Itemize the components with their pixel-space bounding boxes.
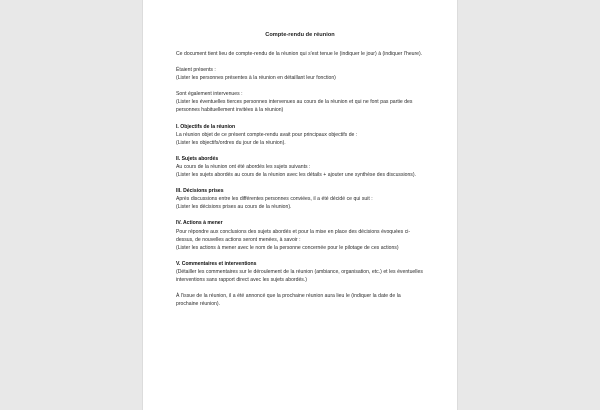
page-content-area (176, 0, 424, 410)
intro-block (176, 50, 424, 115)
intro-label-attendees: Étaient présents : (176, 67, 216, 74)
page-title: Compte-rendu de réunion (265, 32, 335, 38)
document-page (143, 0, 457, 410)
section-paragraph: La réunion objet de ce présent compte-rendu avait pour principaux objectifs de : (176, 131, 358, 138)
section-paragraph: (Lister les décisions prises au cours de la réunion). (176, 204, 292, 211)
section-sujets-abordes (176, 155, 424, 179)
section-paragraph: (Lister les sujets abordés au cours de la réunion avec les détails + ajouter une synthèse des discussions). (176, 172, 416, 179)
section-heading: III. Décisions prises (176, 188, 224, 195)
section-heading: IV. Actions à mener (176, 220, 223, 227)
section-paragraph: (Détailler les commentaires sur le déroulement de la réunion (ambiance, organisation, etc.) et les éventuelles interventions sans rapport direct avec les sujets abordés.) (176, 268, 423, 283)
section-heading: II. Sujets abordés (176, 155, 219, 162)
section-objectifs (176, 123, 424, 147)
closing-paragraph: À l'issue de la réunion, il a été annoncé que la prochaine réunion aura lieu le (indiquer la date de la prochaine réunion). (176, 293, 401, 308)
section-actions-a-mener (176, 219, 424, 251)
section-paragraph: Après discussions entre les différentes personnes conviées, il a été décidé ce qui suit : (176, 196, 373, 203)
closing-block (176, 292, 424, 308)
section-paragraph: Au cours de la réunion ont été abordés les sujets suivants : (176, 163, 311, 170)
section-commentaires-interventions (176, 260, 424, 284)
intro-instruction-attendees: (Lister les personnes présentes à la réunion en détaillant leur fonction) (176, 75, 336, 82)
section-paragraph: Pour répondre aux conclusions des sujets abordés et pour la mise en place des décisions évoquées ci-dessus, de nouvelles actions seront menées, à savoir : (176, 228, 411, 243)
section-heading: I. Objectifs de la réunion (176, 123, 236, 130)
section-paragraph: (Lister les actions à mener avec le nom de la personne concernée pour le pilotage de ces actions) (176, 244, 399, 251)
intro-instruction-contributors: (Lister les éventuelles tierces personnes intervenues au cours de la réunion et qui ne font pas partie des personnes habituellement invitées à la réunion) (176, 99, 413, 114)
intro-paragraph-opening: Ce document tient lieu de compte-rendu de la réunion qui s'est tenue le (indiquer le jour) à (indiquer l'heure). (176, 51, 423, 57)
section-paragraph: (Lister les objectifs/ordres du jour de la réunion). (176, 139, 286, 146)
section-heading: V. Commentaires et interventions (176, 260, 257, 267)
intro-label-contributors: Sont également intervenues : (176, 91, 243, 98)
section-decisions-prises (176, 187, 424, 211)
